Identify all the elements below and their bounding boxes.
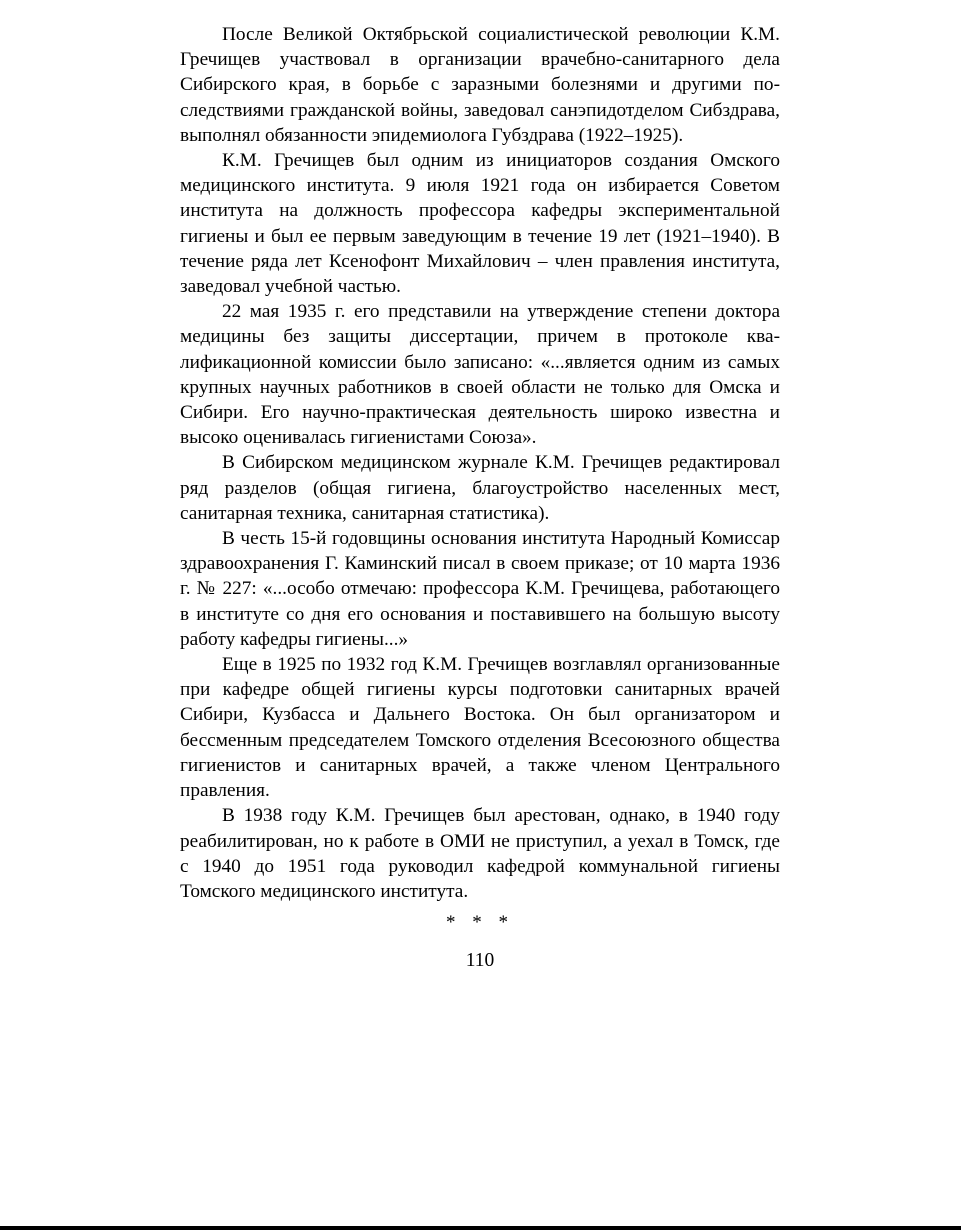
scan-edge-divider <box>0 1226 961 1230</box>
paragraph: В Сибирском медицинском журнале К.М. Гречищев редактировал ряд разделов (общая гигиена, благоустройство населенных мест, санитарная техника, санитарная статистика). <box>180 452 780 524</box>
paragraph: В 1938 году К.М. Гречищев был арестован, однако, в 1940 году реабилитирован, но к работе в ОМИ не приступил, а уехал в Томск, где с 1940 до 1951 года руководил кафедрой коммунальной гигиены Томского медицинского института. <box>180 805 780 902</box>
paragraph: В честь 15-й годовщины основания института Народный Комиссар здравоохранения Г. Каминский писал в своем приказе; от 10 марта 1936 г. № 227: «...особо отмечаю: профессора К.М. Гречищева, работающего в институте со дня его основания и поставившего на большую высоту работу кафедры гигиены...» <box>180 528 780 650</box>
page-number: 110 <box>465 950 495 971</box>
paragraph: К.М. Гречищев был одним из инициаторов создания Омского медицинского института. 9 июля 1921 года он избирается Советом института на должность профессора кафедры экспериментальной гигиены и был ее первым заведующим в течение 19 лет (1921–1940). В течение ряда лет Ксенофонт Михайлович – член правления института, заведовал учебной частью. <box>180 150 780 298</box>
section-separator: * * * <box>446 912 514 933</box>
paragraph: 22 мая 1935 г. его представили на утверждение степени доктора медицины без защиты диссертации, причем в протоколе квалификационной комиссии было записано: «...является одним из самых крупных научных работников в своей области не только для Омска и Сибири. Его научно-практическая деятельность широко известна и высоко оценивалась гигиенистами Союза». <box>180 301 780 449</box>
body-text <box>180 22 780 904</box>
paragraph: Еще в 1925 по 1932 год К.М. Гречищев возглавлял организованные при кафедре общей гигиены курсы подготовки санитарных врачей Сибири, Кузбасса и Дальнего Востока. Он был организатором и бессменным председателем Томского отделения Всесоюзного общества гигиенистов и санитарных врачей, а также членом Центрального правления. <box>180 654 780 802</box>
paragraph: После Великой Октябрьской социалистической революции К.М. Гречищев участвовал в организации врачебно-санитарного дела Сибирского края, в борьбе с заразными болезнями и другими последствиями гражданской войны, заведовал санэпидотделом Сибздрава, выполнял обязанности эпидемиолога Губздрава (1922–1925). <box>180 24 780 146</box>
